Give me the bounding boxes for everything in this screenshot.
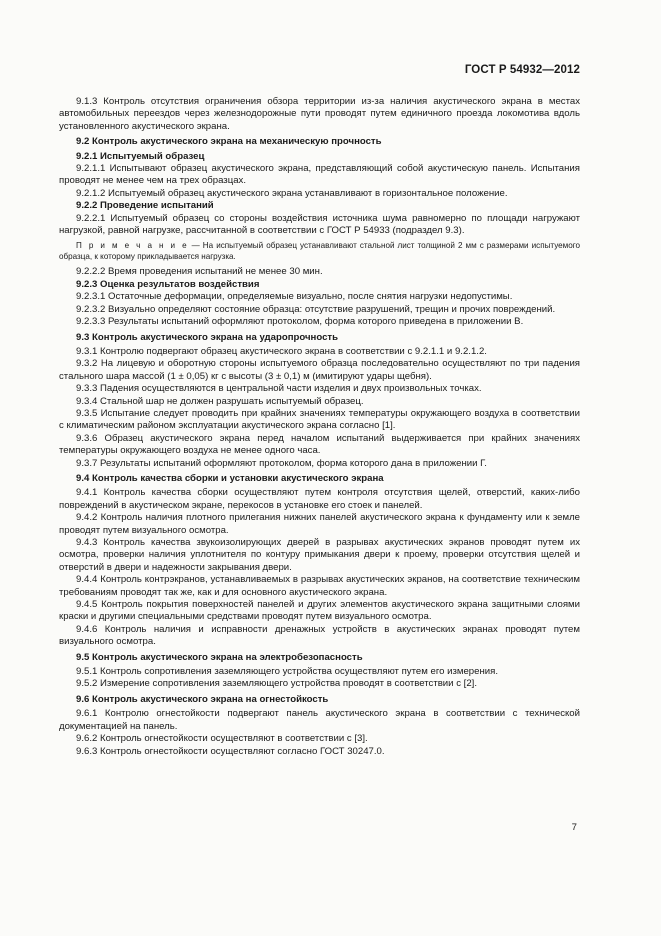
paragraph: 9.3.7 Результаты испытаний оформляют протоколом, форма которого дана в приложении Г. [76, 457, 487, 469]
section-heading: 9.5 Контроль акустического экрана на электробезопасность [76, 651, 363, 663]
paragraph: 9.2.3.2 Визуально определяют состояние образца: отсутствие разрушений, трещин и прочих повреждений. [76, 303, 556, 315]
subsection-heading: 9.2.2 Проведение испытаний [76, 200, 214, 212]
paragraph: 9.3.2 На лицевую и оборотную стороны испытуемого образца последовательно осуществляют по три падения стального шара массой (1 ± 0,05) кг с высоты (3 ± 0,1) м (имитируют удары щебня). [59, 358, 580, 382]
paragraph: 9.3.5 Испытание следует проводить при крайних значениях температуры окружающего воздуха в соответствии с климатическим районом эксплуатации акустического экрана согласно [1]. [59, 407, 580, 432]
note-text: — На испытуемый образец устанавливают стальной лист толщиной 2 мм с размерами испытуемого образца, к которому прикладывается нагрузка. [59, 241, 580, 262]
paragraph: 9.2.2.1 Испытуемый образец со стороны воздействия источника шума равномерно по площади нагружают нагрузкой, равной нагрузке, рассчитанной в соответствии с ГОСТ Р 54933 (подраздел 9.3). [59, 212, 580, 237]
paragraph: 9.5.1 Контроль сопротивления заземляющего устройства осуществляют путем его измерения. [76, 666, 498, 678]
paragraph: 9.2.1.1 Испытывают образец акустического экрана, представляющий собой акустическую панель. Испытания проводят не менее чем на трех образцах. [59, 163, 580, 187]
paragraph: 9.5.2 Измерение сопротивления заземляющего устройства проводят в соответствии с [2]. [76, 678, 477, 690]
section-heading: 9.3 Контроль акустического экрана на ударопрочность [76, 331, 338, 343]
page-number: 7 [571, 822, 577, 833]
paragraph: 9.2.2.2 Время проведения испытаний не менее 30 мин. [76, 266, 323, 278]
subsection-heading: 9.2.3 Оценка результатов воздействия [76, 278, 260, 290]
paragraph: 9.6.2 Контроль огнестойкости осуществляют в соответствии с [3]. [76, 733, 368, 745]
document-header: ГОСТ Р 54932—2012 [464, 64, 580, 76]
note [59, 240, 580, 262]
paragraph: 9.2.1.2 Испытуемый образец акустического экрана устанавливают в горизонтальное положение. [76, 187, 508, 199]
note-label: П р и м е ч а н и е [76, 241, 189, 251]
document-body [59, 96, 580, 758]
paragraph: 9.2.3.3 Результаты испытаний оформляют протоколом, форма которого приведена в приложении В. [76, 316, 524, 328]
paragraph: 9.4.2 Контроль наличия плотного прилегания нижних панелей акустического экрана к фундаменту или к земле проводят путем визуального осмотра. [59, 512, 580, 536]
paragraph: 9.3.3 Падения осуществляются в центральной части изделия и двух произвольных точках. [76, 383, 482, 395]
section-heading: 9.4 Контроль качества сборки и установки акустического экрана [76, 472, 384, 484]
paragraph: 9.1.3 Контроль отсутствия ограничения обзора территории из-за наличия акустического экрана в местах автомобильных переездов через железнодорожные пути проводят путем единичного проезда локомотива вдоль установленного акустического экрана. [59, 96, 580, 132]
paragraph: 9.4.1 Контроль качества сборки осуществляют путем контроля отсутствия щелей, отверстий, каких-либо повреждений в акустическом экране, перекосов в установке его стоек и панелей. [59, 487, 580, 511]
paragraph: 9.6.1 Контролю огнестойкости подвергают панель акустического экрана в соответствии с технической документацией на панель. [59, 708, 580, 732]
subsection-heading: 9.2.1 Испытуемый образец [76, 150, 205, 162]
paragraph: 9.3.6 Образец акустического экрана перед началом испытаний выдерживается при крайних значениях температуры окружающего воздуха не менее одного часа. [59, 432, 580, 457]
paragraph: 9.3.1 Контролю подвергают образец акустического экрана в соответствии с 9.2.1.1 и 9.2.1.2. [76, 345, 487, 357]
paragraph: 9.6.3 Контроль огнестойкости осуществляют согласно ГОСТ 30247.0. [76, 745, 385, 757]
paragraph: 9.4.5 Контроль покрытия поверхностей панелей и других элементов акустического экрана защитными слоями краски и другими специальными средствами проводят путем визуального осмотра. [59, 599, 580, 623]
paragraph: 9.4.3 Контроль качества звукоизолирующих дверей в разрывах акустических экранов проводят путем их осмотра, проверки наличия уплотнителя по контуру примыкания двери к проему, проверки отсутствия щелей и отверстий в двери и надежности закрывания двери. [59, 537, 580, 573]
paragraph: 9.4.6 Контроль наличия и исправности дренажных устройств в акустических экранах проводят путем визуального осмотра. [59, 623, 580, 648]
section-heading: 9.2 Контроль акустического экрана на механическую прочность [76, 136, 382, 148]
section-heading: 9.6 Контроль акустического экрана на огнестойкость [76, 693, 329, 705]
paragraph: 9.4.4 Контроль контрэкранов, устанавливаемых в разрывах акустических экранов, на соответствие техническим требованиям проводят так же, как и для основного акустического экрана. [59, 574, 580, 598]
paragraph: 9.3.4 Стальной шар не должен разрушать испытуемый образец. [76, 395, 364, 407]
paragraph: 9.2.3.1 Остаточные деформации, определяемые визуально, после снятия нагрузки недопустимы. [76, 291, 513, 303]
